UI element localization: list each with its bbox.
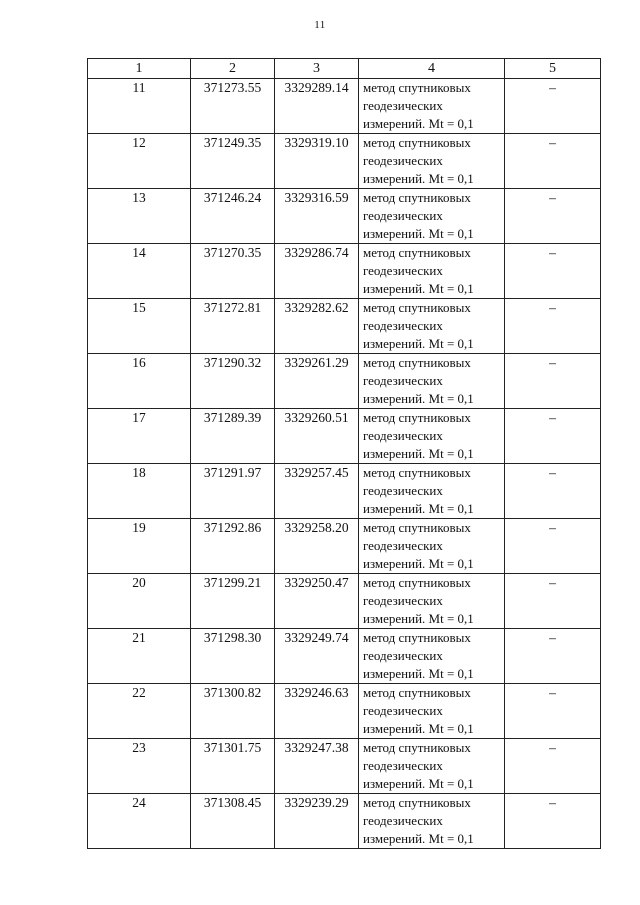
header-col-1: 1 bbox=[88, 59, 191, 79]
coordinate-y-cell: 3329258.20 bbox=[275, 519, 359, 574]
coordinate-y-cell: 3329289.14 bbox=[275, 79, 359, 134]
method-cell: метод спутниковых геодезических измерений. Mt = 0,1 bbox=[359, 409, 505, 464]
coordinate-x-cell: 371298.30 bbox=[191, 629, 275, 684]
coordinate-x-cell: 371292.86 bbox=[191, 519, 275, 574]
table-row bbox=[88, 519, 601, 574]
point-number-cell: 13 bbox=[88, 189, 191, 244]
point-number-cell: 18 bbox=[88, 464, 191, 519]
table-row bbox=[88, 79, 601, 134]
coordinate-y-cell: 3329282.62 bbox=[275, 299, 359, 354]
method-cell: метод спутниковых геодезических измерений. Mt = 0,1 bbox=[359, 684, 505, 739]
note-cell: – bbox=[505, 79, 601, 134]
coordinate-x-cell: 371249.35 bbox=[191, 134, 275, 189]
point-number-cell: 11 bbox=[88, 79, 191, 134]
table-row bbox=[88, 134, 601, 189]
note-cell: – bbox=[505, 519, 601, 574]
coordinate-x-cell: 371273.55 bbox=[191, 79, 275, 134]
table-row bbox=[88, 299, 601, 354]
note-cell: – bbox=[505, 794, 601, 849]
note-cell: – bbox=[505, 134, 601, 189]
note-cell: – bbox=[505, 684, 601, 739]
coordinate-y-cell: 3329257.45 bbox=[275, 464, 359, 519]
method-cell: метод спутниковых геодезических измерений. Mt = 0,1 bbox=[359, 739, 505, 794]
point-number-cell: 23 bbox=[88, 739, 191, 794]
table-row bbox=[88, 244, 601, 299]
note-cell: – bbox=[505, 354, 601, 409]
coordinate-y-cell: 3329247.38 bbox=[275, 739, 359, 794]
note-cell: – bbox=[505, 189, 601, 244]
coordinate-y-cell: 3329249.74 bbox=[275, 629, 359, 684]
point-number-cell: 17 bbox=[88, 409, 191, 464]
table-row bbox=[88, 574, 601, 629]
table-row bbox=[88, 684, 601, 739]
point-number-cell: 12 bbox=[88, 134, 191, 189]
note-cell: – bbox=[505, 299, 601, 354]
header-col-4: 4 bbox=[359, 59, 505, 79]
point-number-cell: 24 bbox=[88, 794, 191, 849]
coordinate-x-cell: 371300.82 bbox=[191, 684, 275, 739]
method-cell: метод спутниковых геодезических измерений. Mt = 0,1 bbox=[359, 244, 505, 299]
coordinate-x-cell: 371270.35 bbox=[191, 244, 275, 299]
method-cell: метод спутниковых геодезических измерений. Mt = 0,1 bbox=[359, 794, 505, 849]
point-number-cell: 15 bbox=[88, 299, 191, 354]
table-body bbox=[88, 79, 601, 849]
note-cell: – bbox=[505, 739, 601, 794]
note-cell: – bbox=[505, 244, 601, 299]
coordinate-x-cell: 371299.21 bbox=[191, 574, 275, 629]
method-cell: метод спутниковых геодезических измерений. Mt = 0,1 bbox=[359, 79, 505, 134]
coordinate-y-cell: 3329260.51 bbox=[275, 409, 359, 464]
point-number-cell: 22 bbox=[88, 684, 191, 739]
table-row bbox=[88, 189, 601, 244]
coordinate-y-cell: 3329250.47 bbox=[275, 574, 359, 629]
page-number: 11 bbox=[314, 19, 326, 31]
coordinate-y-cell: 3329239.29 bbox=[275, 794, 359, 849]
coordinate-x-cell: 371290.32 bbox=[191, 354, 275, 409]
coordinate-y-cell: 3329316.59 bbox=[275, 189, 359, 244]
coordinate-x-cell: 371289.39 bbox=[191, 409, 275, 464]
coordinate-x-cell: 371272.81 bbox=[191, 299, 275, 354]
header-col-2: 2 bbox=[191, 59, 275, 79]
coordinate-y-cell: 3329319.10 bbox=[275, 134, 359, 189]
table-row bbox=[88, 794, 601, 849]
coordinate-x-cell: 371308.45 bbox=[191, 794, 275, 849]
point-number-cell: 20 bbox=[88, 574, 191, 629]
point-number-cell: 16 bbox=[88, 354, 191, 409]
method-cell: метод спутниковых геодезических измерений. Mt = 0,1 bbox=[359, 189, 505, 244]
point-number-cell: 14 bbox=[88, 244, 191, 299]
table-header-row bbox=[88, 59, 601, 79]
point-number-cell: 21 bbox=[88, 629, 191, 684]
method-cell: метод спутниковых геодезических измерений. Mt = 0,1 bbox=[359, 464, 505, 519]
header-col-5: 5 bbox=[505, 59, 601, 79]
method-cell: метод спутниковых геодезических измерений. Mt = 0,1 bbox=[359, 354, 505, 409]
note-cell: – bbox=[505, 629, 601, 684]
method-cell: метод спутниковых геодезических измерений. Mt = 0,1 bbox=[359, 574, 505, 629]
coordinate-x-cell: 371301.75 bbox=[191, 739, 275, 794]
note-cell: – bbox=[505, 574, 601, 629]
table-row bbox=[88, 409, 601, 464]
table-row bbox=[88, 464, 601, 519]
note-cell: – bbox=[505, 409, 601, 464]
method-cell: метод спутниковых геодезических измерений. Mt = 0,1 bbox=[359, 519, 505, 574]
coordinate-x-cell: 371246.24 bbox=[191, 189, 275, 244]
note-cell: – bbox=[505, 464, 601, 519]
coordinates-table bbox=[87, 58, 601, 849]
method-cell: метод спутниковых геодезических измерений. Mt = 0,1 bbox=[359, 299, 505, 354]
coordinate-y-cell: 3329286.74 bbox=[275, 244, 359, 299]
coordinate-y-cell: 3329246.63 bbox=[275, 684, 359, 739]
method-cell: метод спутниковых геодезических измерений. Mt = 0,1 bbox=[359, 629, 505, 684]
method-cell: метод спутниковых геодезических измерений. Mt = 0,1 bbox=[359, 134, 505, 189]
header-col-3: 3 bbox=[275, 59, 359, 79]
coordinate-y-cell: 3329261.29 bbox=[275, 354, 359, 409]
point-number-cell: 19 bbox=[88, 519, 191, 574]
table-row bbox=[88, 739, 601, 794]
table-row bbox=[88, 354, 601, 409]
table-row bbox=[88, 629, 601, 684]
coordinate-x-cell: 371291.97 bbox=[191, 464, 275, 519]
